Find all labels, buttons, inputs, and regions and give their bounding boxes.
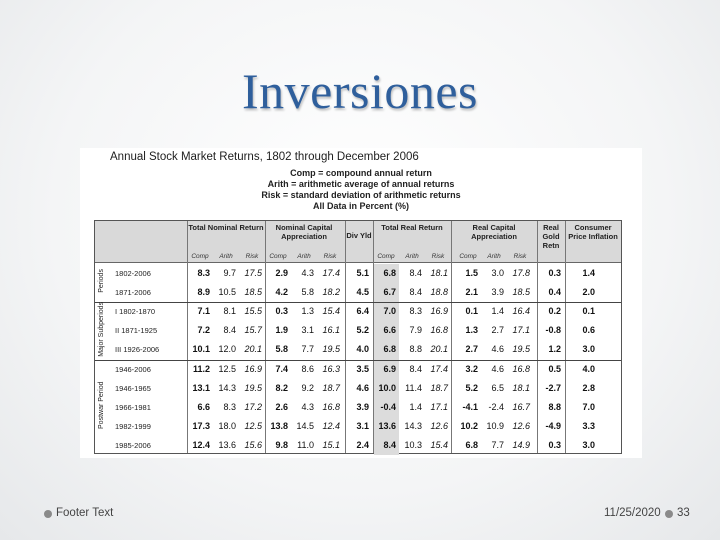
table-row (95, 379, 621, 398)
value-cell: 6.8 (383, 344, 396, 355)
value-cell: 2.4 (356, 439, 369, 450)
value-cell: 16.8 (430, 325, 448, 336)
value-cell: 15.4 (322, 306, 340, 317)
sub-header: Comp (191, 253, 209, 260)
table-row (95, 417, 621, 436)
group-separator (95, 360, 621, 361)
value-cell: 5.8 (275, 344, 288, 355)
table-header (95, 221, 621, 263)
row-period-label: 1871-2006 (115, 288, 151, 298)
value-cell: 18.7 (430, 382, 448, 393)
value-cell: 2.7 (465, 344, 478, 355)
value-cell: 7.9 (409, 325, 422, 336)
value-cell: 2.7 (491, 325, 504, 336)
value-cell: 15.4 (430, 439, 448, 450)
value-cell: 15.6 (244, 439, 262, 450)
value-cell: 6.6 (383, 325, 396, 336)
value-cell: 8.8 (548, 401, 561, 412)
table-title: Annual Stock Market Returns, 1802 through December 2006 (110, 151, 419, 163)
header-total-nominal: Total Nominal Return (188, 223, 264, 232)
value-cell: 8.3 (197, 268, 210, 278)
table-row (95, 340, 621, 359)
value-cell: 18.5 (244, 287, 262, 298)
value-cell: 1.4 (582, 268, 595, 278)
value-cell: 0.6 (582, 325, 595, 336)
value-cell: 20.1 (244, 344, 262, 355)
value-cell: 0.3 (548, 439, 561, 450)
value-cell: 6.9 (383, 363, 396, 374)
value-cell: 18.1 (430, 268, 448, 278)
value-cell: 9.2 (301, 382, 314, 393)
value-cell: 0.4 (548, 287, 561, 298)
value-cell: 2.8 (582, 382, 595, 393)
value-cell: 18.2 (322, 287, 340, 298)
value-cell: 16.8 (512, 363, 530, 374)
value-cell: 14.3 (404, 420, 422, 431)
value-cell: 4.5 (356, 287, 369, 298)
table-row (95, 264, 621, 283)
value-cell: 12.0 (218, 344, 236, 355)
slide-title: Inversiones (242, 63, 478, 119)
value-cell: 8.1 (223, 306, 236, 317)
value-cell: 17.4 (322, 268, 340, 278)
sub-header: Risk (431, 253, 445, 260)
value-cell: 4.6 (491, 363, 504, 374)
table-row (95, 302, 621, 321)
value-cell: 10.3 (404, 439, 422, 450)
value-cell: 4.6 (356, 382, 369, 393)
footer-bullet-icon (44, 510, 52, 518)
value-cell: 3.9 (356, 401, 369, 412)
footer-text: Footer Text (56, 507, 114, 519)
value-cell: 16.3 (322, 363, 340, 374)
value-cell: 1.3 (465, 325, 478, 336)
page-number: 33 (677, 507, 690, 519)
value-cell: 3.2 (465, 363, 478, 374)
value-cell: 10.1 (192, 344, 210, 355)
value-cell: 13.6 (378, 420, 396, 431)
row-period-label: 1946-1965 (115, 383, 151, 393)
value-cell: 12.5 (218, 363, 236, 374)
value-cell: 1.3 (301, 306, 314, 317)
table-row (95, 283, 621, 302)
table-row (95, 360, 621, 379)
value-cell: -4.1 (462, 401, 478, 412)
value-cell: 6.4 (356, 306, 369, 317)
group-label-subperiods: Major Subperiods (98, 301, 105, 357)
value-cell: 17.4 (430, 363, 448, 374)
value-cell: 10.5 (218, 287, 236, 298)
header-cpi: Consumer Price Inflation (568, 223, 618, 241)
value-cell: 16.7 (512, 401, 530, 412)
sub-header: Risk (323, 253, 337, 260)
value-cell: 1.5 (465, 268, 478, 278)
value-cell: 1.4 (409, 401, 422, 412)
legend-line: Arith = arithmetic average of annual returns (267, 179, 455, 189)
value-cell: 18.8 (430, 287, 448, 298)
value-cell: 3.0 (582, 344, 595, 355)
value-cell: 4.3 (301, 268, 314, 278)
sub-header: Comp (269, 253, 287, 260)
row-period-label: 1985-2006 (115, 440, 151, 450)
table-row (95, 398, 621, 417)
value-cell: 15.5 (244, 306, 262, 317)
sub-header: Comp (377, 253, 395, 260)
sub-header: Risk (245, 253, 259, 260)
header-div-yld: Div Yld (346, 231, 372, 240)
value-cell: 3.1 (301, 325, 314, 336)
sub-header: Arith (487, 253, 501, 260)
value-cell: 16.4 (512, 306, 530, 317)
value-cell: 14.5 (296, 420, 314, 431)
value-cell: 11.4 (405, 382, 422, 393)
value-cell: 7.0 (383, 306, 396, 317)
value-cell: 7.2 (197, 325, 210, 336)
value-cell: 0.5 (548, 363, 561, 374)
value-cell: 5.2 (465, 382, 478, 393)
value-cell: 12.4 (322, 420, 340, 431)
legend-line: Comp = compound annual return (290, 168, 432, 178)
value-cell: 1.4 (491, 306, 504, 317)
table-legend (80, 168, 642, 212)
returns-table-figure (80, 148, 642, 458)
legend-line: All Data in Percent (%) (312, 201, 410, 211)
value-cell: 6.8 (383, 268, 396, 278)
value-cell: 17.2 (244, 401, 262, 412)
value-cell: 4.0 (582, 363, 595, 374)
value-cell: 8.4 (409, 268, 422, 278)
value-cell: 17.1 (512, 325, 530, 336)
value-cell: 2.1 (465, 287, 478, 298)
value-cell: 16.9 (430, 306, 448, 317)
value-cell: 8.4 (223, 325, 236, 336)
row-period-label: 1802-2006 (115, 269, 151, 278)
value-cell: 8.4 (409, 287, 422, 298)
value-cell: 18.5 (512, 287, 530, 298)
table-row (95, 321, 621, 340)
value-cell: 0.2 (548, 306, 561, 317)
value-cell: -0.4 (380, 401, 396, 412)
value-cell: 3.1 (356, 420, 369, 431)
value-cell: 4.0 (356, 344, 369, 355)
value-cell: 8.2 (275, 382, 288, 393)
value-cell: 4.3 (301, 401, 314, 412)
value-cell: 18.1 (512, 382, 530, 393)
value-cell: -0.8 (545, 325, 561, 336)
value-cell: 5.8 (301, 287, 314, 298)
value-cell: 3.9 (491, 287, 504, 298)
value-cell: 6.6 (197, 401, 210, 412)
value-cell: 17.3 (192, 420, 210, 431)
value-cell: 18.0 (218, 420, 236, 431)
value-cell: 17.1 (430, 401, 448, 412)
value-cell: 19.5 (244, 382, 262, 393)
row-period-label: III 1926-2006 (115, 345, 160, 355)
value-cell: 5.1 (356, 268, 369, 278)
sub-header: Arith (297, 253, 311, 260)
legend-line: Risk = standard deviation of arithmetic returns (261, 190, 461, 200)
value-cell: 2.6 (275, 401, 288, 412)
header-nominal-capital: Nominal Capital Appreciation (275, 223, 333, 241)
value-cell: 9.7 (223, 268, 236, 278)
value-cell: 13.1 (192, 382, 210, 393)
value-cell: 12.5 (244, 420, 262, 431)
value-cell: 15.1 (322, 439, 340, 450)
value-cell: 8.9 (197, 287, 210, 298)
value-cell: 0.3 (548, 268, 561, 278)
value-cell: 11.0 (297, 439, 314, 450)
value-cell: 4.2 (275, 287, 288, 298)
value-cell: 9.8 (275, 439, 288, 450)
value-cell: 8.4 (383, 439, 396, 450)
value-cell: 14.3 (218, 382, 236, 393)
value-cell: 1.2 (548, 344, 561, 355)
value-cell: 8.3 (223, 401, 236, 412)
group-separator (95, 302, 621, 303)
value-cell: 19.5 (322, 344, 340, 355)
value-cell: 19.5 (512, 344, 530, 355)
sub-header: Arith (219, 253, 233, 260)
group-label-postwar: Postwar Period (98, 381, 105, 429)
group-label-periods: Periods (98, 269, 105, 293)
value-cell: 14.9 (512, 439, 530, 450)
sub-header: Comp (459, 253, 477, 260)
value-cell: 18.7 (322, 382, 340, 393)
value-cell: 7.1 (197, 306, 210, 317)
value-cell: -2.7 (545, 382, 561, 393)
value-cell: 7.0 (582, 401, 595, 412)
value-cell: 8.3 (409, 306, 422, 317)
value-cell: 6.8 (465, 439, 478, 450)
value-cell: 6.5 (491, 382, 504, 393)
value-cell: 1.9 (275, 325, 288, 336)
row-period-label: II 1871-1925 (115, 326, 158, 336)
value-cell: 12.6 (430, 420, 448, 431)
value-cell: 3.0 (582, 439, 595, 450)
value-cell: 13.8 (270, 420, 288, 431)
value-cell: 3.0 (491, 268, 504, 278)
row-period-label: 1982-1999 (115, 421, 151, 431)
value-cell: 2.0 (582, 287, 595, 298)
value-cell: 0.3 (275, 306, 288, 317)
value-cell: 12.4 (192, 439, 210, 450)
value-cell: 6.7 (383, 287, 396, 298)
value-cell: -2.4 (488, 401, 504, 412)
value-cell: 10.2 (460, 420, 478, 431)
value-cell: 10.9 (486, 420, 504, 431)
sub-header: Risk (513, 253, 527, 260)
value-cell: 3.3 (582, 420, 595, 431)
value-cell: 5.2 (356, 325, 369, 336)
value-cell: 7.7 (491, 439, 504, 450)
sub-header: Arith (405, 253, 419, 260)
value-cell: 7.4 (275, 363, 288, 374)
footer-bullet-icon (665, 510, 673, 518)
header-total-real: Total Real Return (381, 223, 443, 232)
value-cell: 0.1 (582, 306, 595, 317)
value-cell: 12.6 (512, 420, 530, 431)
value-cell: 4.6 (491, 344, 504, 355)
value-cell: 11.2 (192, 363, 210, 374)
header-real-capital: Real Capital Appreciation (471, 223, 517, 241)
value-cell: 8.6 (301, 363, 314, 374)
value-cell: 8.4 (409, 363, 422, 374)
value-cell: 17.8 (512, 268, 530, 278)
value-cell: 8.8 (409, 344, 422, 355)
value-cell: 16.1 (322, 325, 340, 336)
value-cell: 15.7 (244, 325, 262, 336)
value-cell: 16.9 (244, 363, 262, 374)
header-real-gold: Real Gold Retn (542, 223, 560, 250)
row-period-label: 1966-1981 (115, 402, 151, 412)
value-cell: 3.5 (356, 363, 369, 374)
value-cell: 0.1 (465, 306, 478, 317)
returns-table (94, 220, 622, 454)
value-cell: 13.6 (218, 439, 236, 450)
footer-date: 11/25/2020 (604, 507, 661, 519)
value-cell: 16.8 (322, 401, 340, 412)
value-cell: 20.1 (430, 344, 448, 355)
value-cell: 7.7 (301, 344, 314, 355)
row-period-label: 1946-2006 (115, 364, 151, 374)
row-period-label: I 1802-1870 (115, 307, 156, 317)
value-cell: 2.9 (275, 268, 288, 278)
value-cell: 17.5 (244, 268, 262, 278)
value-cell: 10.0 (378, 382, 396, 393)
value-cell: -4.9 (545, 420, 561, 431)
table-row (95, 436, 621, 455)
